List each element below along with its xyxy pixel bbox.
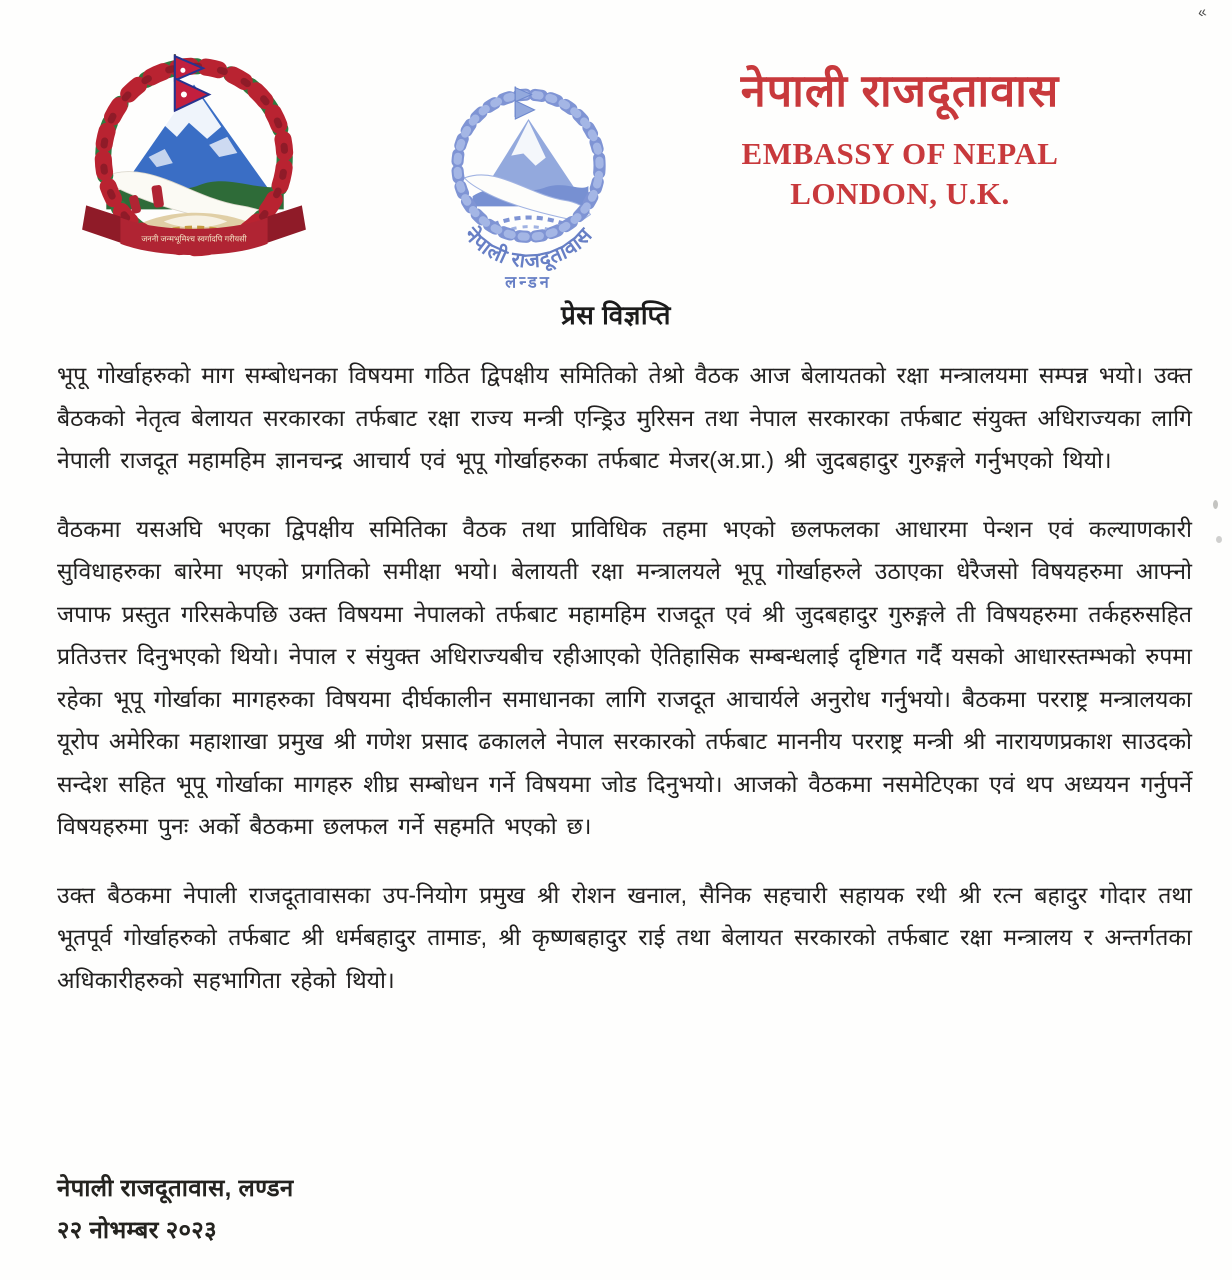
letterhead: [620, 62, 1180, 214]
scan-artifact: «: [1195, 3, 1208, 22]
embassy-location: LONDON, U.K.: [790, 176, 1010, 211]
embassy-name-english: EMBASSY OF NEPAL: [741, 136, 1059, 171]
document-body: [57, 354, 1192, 1027]
paragraph-2: वैठकमा यसअघि भएका द्विपक्षीय समितिका वैठक तथा प्राविधिक तहमा भएको छलफलका आधारमा पेन्शन एवं कल्याणकारी सुविधाहरुका बारेमा भएको प्रगतिको समीक्षा भयो। बेलायती रक्षा मन्त्रालयले भूपू गोर्खाहरुले उठाएका धेरैजसो विषयहरुमा आफ्नो जपाफ प्रस्तुत गरिसकेपछि उक्त विषयमा नेपालको तर्फबाट महामहिम राजदूत एवं श्री जुदबहादुर गुरुङ्गले ती विषयहरुमा तर्कहरुसहित प्रतिउत्तर दिनुभएको थियो। नेपाल र संयुक्त अधिराज्यबीच रहीआएको ऐतिहासिक सम्बन्धलाई दृष्टिगत गर्दै यसको आधारस्तम्भको रुपमा रहेका भूपू गोर्खाका मागहरुका विषयमा दीर्घकालीन समाधानका लागि राजदूत आचार्यले अनुरोध गर्नुभयो। बैठकमा परराष्ट्र मन्त्रालयका यूरोप अमेरिका महाशाखा प्रमुख श्री गणेश प्रसाद ढकालले नेपाल सरकारको तर्फबाट माननीय परराष्ट्र मन्त्री श्री नारायणप्रकाश साउदको सन्देश सहित भूपू गोर्खाका मागहरु शीघ्र सम्बोधन गर्ने विषयमा जोड दिनुभयो। आजको वैठकमा नसमेटिएका एवं थप अध्ययन गर्नुपर्ने विषयहरुमा पुनः अर्को बैठकमा छलफल गर्ने सहमति भएको छ।: [57, 515, 1192, 839]
scan-speck: [1213, 500, 1218, 509]
document-title: प्रेस विज्ञप्ति: [560, 300, 671, 330]
emblem-motto: जननी जन्मभूमिश्च स्वर्गादपि गरीयसी: [141, 234, 247, 244]
nepal-coat-of-arms-icon: [68, 44, 320, 266]
embassy-round-seal-icon: [430, 72, 628, 296]
scan-speck: [1216, 536, 1222, 543]
seal-curved-text: नेपाली राजदूतावास: [459, 223, 598, 273]
seal-bottom-text: लन्डन: [505, 273, 552, 292]
embassy-name-nepali: नेपाली राजदूतावास: [740, 65, 1060, 116]
signature-block: [57, 1168, 294, 1252]
signature-date: २२ नोभम्बर २०२३: [57, 1217, 217, 1244]
paragraph-1: भूपू गोर्खाहरुको माग सम्बोधनका विषयमा गठित द्विपक्षीय समितिको तेश्रो वैठक आज बेलायतको रक्षा मन्त्रालयमा सम्पन्न भयो। उक्त बैठकको नेतृत्व बेलायत सरकारका तर्फबाट रक्षा राज्य मन्त्री एन्ड्रिउ मुरिसन तथा नेपाल सरकारका तर्फबाट संयुक्त अधिराज्यका लागि नेपाली राजदूत महामहिम ज्ञानचन्द्र आचार्य एवं भूपू गोर्खाहरुका तर्फबाट मेजर(अ.प्रा.) श्री जुदबहादुर गुरुङ्गले गर्नुभएको थियो।: [57, 362, 1192, 473]
svg-text:नेपाली राजदूतावास: [459, 222, 597, 274]
signature-organization: नेपाली राजदूतावास, लण्डन: [57, 1175, 294, 1202]
paragraph-3: उक्त बैठकमा नेपाली राजदूतावासका उप-नियोग प्रमुख श्री रोशन खनाल, सैनिक सहचारी सहायक रथी श्री रत्न बहादुर गोदार तथा भूतपूर्व गोर्खाहरुको तर्फबाट श्री धर्मबहादुर तामाङ, श्री कृष्णबहादुर राई तथा बेलायत सरकारको तर्फबाट रक्षा मन्त्रालय र अन्तर्गतका अधिकारीहरुको सहभागिता रहेको थियो।: [57, 881, 1192, 993]
